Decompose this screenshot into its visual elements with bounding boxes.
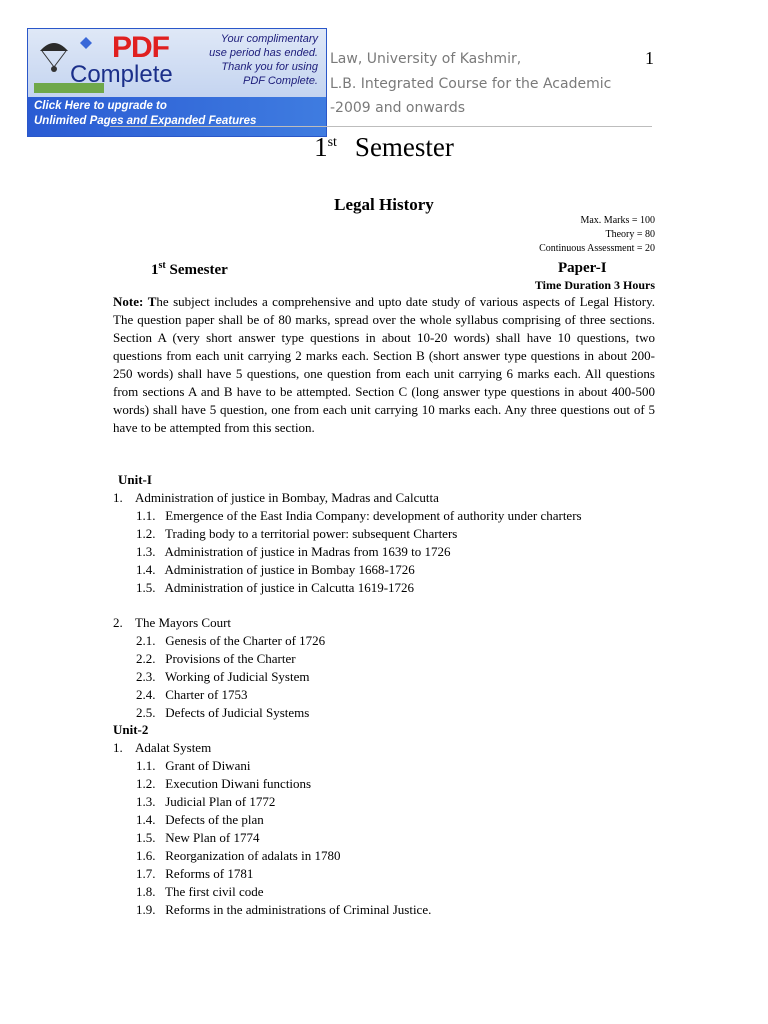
banner-message-line: use period has ended. [209, 47, 318, 59]
title-word: Semester [354, 132, 454, 162]
semester-word: Semester [169, 262, 228, 278]
sub-item-text: The first civil code [165, 884, 264, 899]
sub-item-number: 1.2. [136, 526, 156, 541]
sub-item-number: 1.4. [136, 812, 156, 827]
banner-message-line: Thank you for using [221, 61, 318, 73]
item-title: Administration of justice in Bombay, Madras and Calcutta [135, 490, 439, 505]
sub-item-text: Genesis of the Charter of 1726 [165, 633, 326, 648]
sub-item-number: 1.5. [136, 830, 156, 845]
header-course: L.B. Integrated Course for the Academic [330, 76, 612, 92]
sub-item [136, 651, 296, 667]
sub-item-text: Reforms in the administrations of Criminal Justice. [165, 902, 432, 917]
sub-item-number: 1.8. [136, 884, 156, 899]
upgrade-link-line[interactable]: Unlimited Pages and Expanded Features [34, 115, 257, 127]
sub-item-text: Provisions of the Charter [165, 651, 296, 666]
complete-logo-text: Complete [70, 61, 173, 88]
sub-item [136, 758, 250, 774]
subject-title: Legal History [334, 195, 434, 214]
sub-item-number: 1.3. [136, 794, 156, 809]
sub-item-text: Reorganization of adalats in 1780 [165, 848, 341, 863]
sub-item-text: Grant of Diwani [165, 758, 251, 773]
sub-item-text: Emergence of the East India Company: development of authority under charters [165, 508, 582, 523]
page-number: 1 [645, 48, 654, 68]
semester-ordinal: 1 [151, 262, 159, 278]
sub-item-number: 1.3. [136, 544, 156, 559]
note-paragraph [113, 293, 655, 437]
sub-item-text: Execution Diwani functions [165, 776, 312, 791]
sub-item-number: 1.9. [136, 902, 156, 917]
item-number: 1. [113, 490, 123, 505]
sub-item-number: 1.1. [136, 758, 156, 773]
sub-item [136, 562, 415, 578]
sub-item-number: 1.7. [136, 866, 156, 881]
time-duration: Time Duration 3 Hours [534, 278, 655, 292]
sub-item [136, 705, 309, 721]
sub-item-number: 2.2. [136, 651, 156, 666]
sub-item [136, 848, 340, 864]
banner-message-line: Your complimentary [220, 33, 318, 45]
sub-item-text: New Plan of 1774 [165, 830, 260, 845]
upgrade-link[interactable] [34, 99, 322, 129]
pdf-logo-text: PDF [112, 31, 169, 64]
sub-item [136, 544, 451, 560]
sub-item-text: Defects of the plan [165, 812, 264, 827]
sub-item-number: 1.5. [136, 580, 156, 595]
upgrade-banner[interactable] [27, 28, 327, 137]
sub-item-text: Defects of Judicial Systems [165, 705, 310, 720]
header-divider [110, 126, 652, 127]
semester-label [151, 260, 228, 279]
sub-item-number: 1.6. [136, 848, 156, 863]
banner-message-line: PDF Complete. [243, 75, 318, 87]
list-item [113, 740, 211, 756]
sub-item-text: Administration of justice in Calcutta 1619-1726 [164, 580, 415, 595]
list-item [113, 490, 439, 506]
title-ordinal: 1 [314, 132, 328, 162]
header-session: -2009 and onwards [330, 100, 466, 116]
unit-heading: Unit-2 [113, 722, 149, 737]
banner-message [200, 32, 318, 88]
header-university: Law, University of Kashmir, [330, 51, 522, 67]
sub-item-text: Reforms of 1781 [165, 866, 254, 881]
sub-item-number: 1.1. [136, 508, 156, 523]
page-title [0, 132, 768, 163]
assessment-marks: Continuous Assessment = 20 [539, 243, 655, 254]
note-first-letter: T [147, 294, 157, 309]
theory-marks: Theory = 80 [605, 229, 655, 240]
sub-item [136, 508, 582, 524]
sub-item [136, 687, 248, 703]
sub-item-text: Administration of justice in Bombay 1668-1726 [164, 562, 415, 577]
sub-item-number: 1.4. [136, 562, 156, 577]
sub-item [136, 902, 431, 918]
max-marks: Max. Marks = 100 [580, 215, 655, 226]
sub-item [136, 884, 264, 900]
sub-item-number: 2.4. [136, 687, 156, 702]
sub-item-text: Judicial Plan of 1772 [165, 794, 276, 809]
sub-item [136, 866, 253, 882]
unit-heading: Unit-I [118, 472, 152, 487]
sub-item [136, 812, 264, 828]
title-suffix: st [327, 135, 337, 150]
sub-item-text: Charter of 1753 [165, 687, 248, 702]
sub-item [136, 776, 311, 792]
sub-item-text: Trading body to a territorial power: subsequent Charters [165, 526, 458, 541]
sub-item [136, 580, 414, 596]
list-item [113, 615, 231, 631]
item-title: The Mayors Court [135, 615, 232, 630]
sub-item-text: Working of Judicial System [165, 669, 310, 684]
note-label: Note: [113, 294, 144, 309]
sub-item-text: Administration of justice in Madras from 1639 to 1726 [164, 544, 451, 559]
sub-item [136, 633, 325, 649]
sub-item [136, 526, 457, 542]
item-number: 2. [113, 615, 123, 630]
item-number: 1. [113, 740, 123, 755]
sub-item [136, 830, 260, 846]
sub-item [136, 794, 275, 810]
paper-label: Paper-I [558, 260, 607, 276]
sub-item-number: 2.5. [136, 705, 156, 720]
semester-suffix: st [158, 260, 166, 271]
item-title: Adalat System [135, 740, 212, 755]
note-text: he subject includes a comprehensive and upto date study of various aspects of Legal History. The question paper shall be of 80 marks, spread over the whole syllabus comprising of three sections. Section A (very short answer type questions in about 10-20 words) shall have 10 questions, two questions from each unit carrying 2 marks each. Section B (short answer type questions in about 200-250 words) shall have 5 questions, one question from each unit carrying 6 marks each. All questions from sections A and B have to be attempted. Section C (long answer type questions in about 400-500 words) shall have 5 question, one from each unit carrying 10 marks each. Any three questions out of 5 have to be attempted from this section. [113, 294, 655, 435]
sub-item [136, 669, 309, 685]
upgrade-link-line[interactable]: Click Here to upgrade to [34, 100, 167, 112]
sub-item-number: 2.3. [136, 669, 156, 684]
sub-item-number: 1.2. [136, 776, 156, 791]
sub-item-number: 2.1. [136, 633, 156, 648]
